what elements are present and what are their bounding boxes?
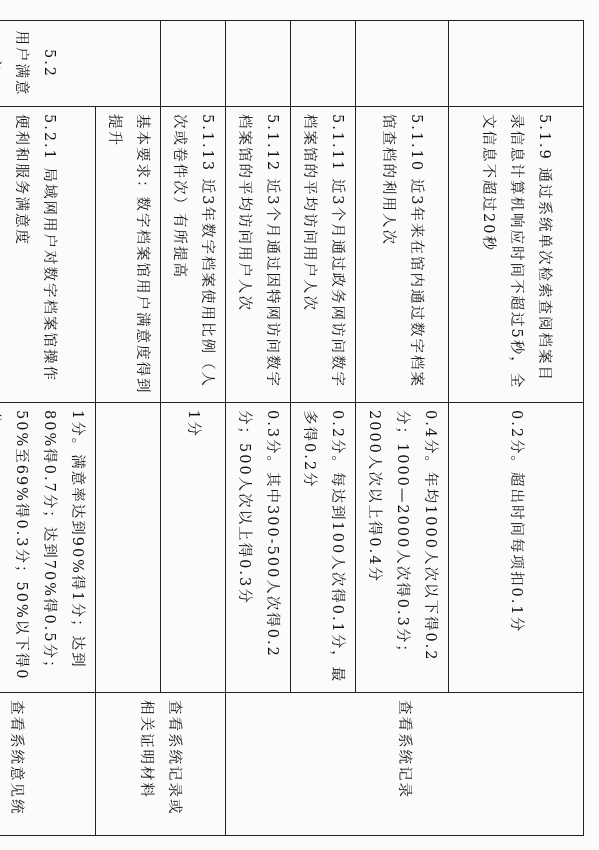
score-cell — [96, 403, 161, 693]
score-cell: 0.2分。每达到100人次得0.1分，最多得0.2分 — [291, 403, 356, 693]
indicator-cell: 基本要求：数字档案馆用户满意度得到提升 — [96, 107, 161, 403]
category-cell-blank — [356, 21, 449, 107]
score-cell: 1分 — [161, 403, 226, 693]
category-cell-blank — [226, 21, 291, 107]
score-cell: 0.2分。超出时间每项扣0.1分 — [449, 403, 584, 693]
indicator-cell: 5.1.11 近3个月通过政务网访问数字档案馆的平均访问用户人次 — [291, 107, 356, 403]
method-cell: 查看系统记录或相关证明材料 — [96, 693, 226, 836]
method-cell: 查看系统记录 — [226, 693, 584, 836]
score-cell: 0.4分。年均1000人次以下得0.2分；1000—2000人次得0.3分；2000人次以上得0.4分 — [356, 403, 449, 693]
category-cell-blank — [291, 21, 356, 107]
indicator-cell: 5.1.10 近3年来在馆内通过数字档案馆查档的利用人次 — [356, 107, 449, 403]
score-cell: 0.3分。其中300-500人次得0.2分；500人次以上得0.3分 — [226, 403, 291, 693]
indicator-cell: 5.1.13 近3年数字档案使用比例（人次或卷件次）有所提高 — [161, 107, 226, 403]
indicator-cell: 5.2.1 局域网用户对数字档案馆操作便利和服务满意度 — [0, 107, 96, 403]
indicator-cell: 5.1.9 通过系统单次检索查阅档案目录信息计算机响应时间不超过5秒，全文信息不超过20秒 — [449, 107, 584, 403]
table-row — [449, 21, 584, 836]
evaluation-table — [0, 20, 584, 836]
table-row — [0, 21, 96, 836]
category-cell — [0, 21, 161, 107]
category-code: 5.2 — [41, 48, 57, 79]
category-cell-blank — [449, 21, 584, 107]
table-row — [161, 21, 226, 836]
method-cell: 查看系统意见统 — [0, 693, 96, 836]
category-cell-blank — [161, 21, 226, 107]
category-name: 用户满意 — [13, 30, 29, 97]
score-cell: 1分。满意率达到90%得1分；达到80%得0.7分；达到70%得0.5分；50%至69%得0.3分；50%以下得0 — [0, 403, 96, 693]
indicator-cell: 5.1.12 近3个月通过因特网访问数字档案馆的平均访问用户人次 — [226, 107, 291, 403]
